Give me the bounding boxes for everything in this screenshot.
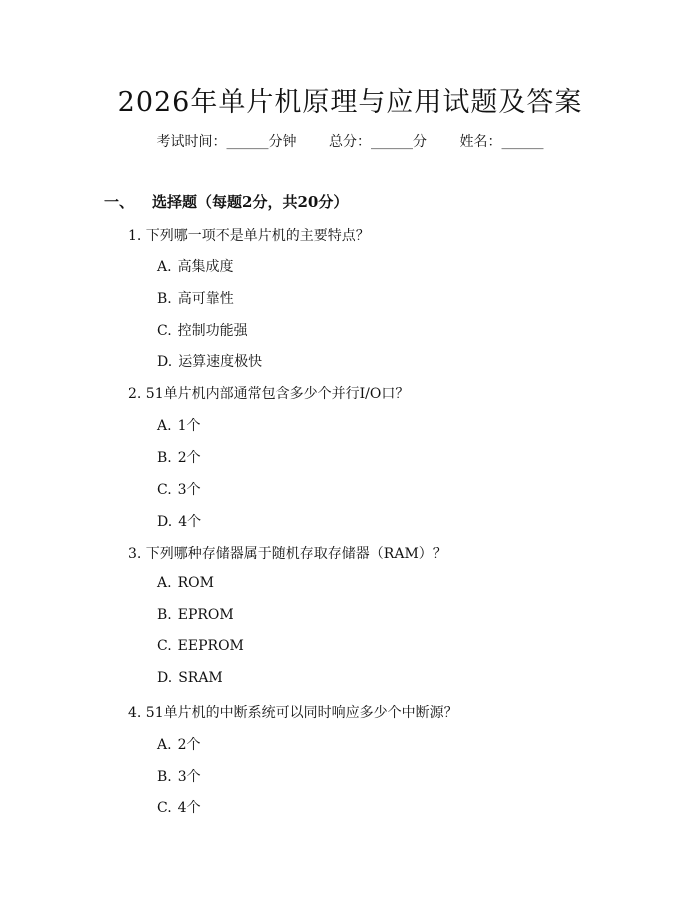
section-heading xyxy=(104,191,348,212)
option-label: A. xyxy=(157,418,172,434)
option-text: 2个 xyxy=(177,450,201,466)
exam-score: 总分：______分 xyxy=(329,134,427,150)
question-3: 3. 下列哪种存储器属于随机存取存储器（RAM）？ xyxy=(128,546,447,562)
option-text: 运算速度极快 xyxy=(178,354,263,370)
question-4-option-a xyxy=(157,734,200,754)
question-1-option-b xyxy=(157,288,234,308)
question-4-option-b xyxy=(157,766,201,786)
option-label: C. xyxy=(157,482,172,498)
exam-time: 考试时间：______分钟 xyxy=(156,134,297,150)
option-label: B. xyxy=(157,607,172,623)
exam-name: 姓名：______ xyxy=(459,134,544,150)
question-2-option-b xyxy=(157,447,201,467)
option-label: B. xyxy=(157,291,172,307)
option-label: C. xyxy=(157,638,172,654)
question-4: 4. 51单片机的中断系统可以同时响应多少个中断源？ xyxy=(128,705,458,721)
option-label: A. xyxy=(157,259,172,275)
question-3-option-d xyxy=(157,670,223,686)
option-text: EEPROM xyxy=(177,638,244,654)
option-label: C. xyxy=(157,800,172,816)
option-text: ROM xyxy=(177,575,214,591)
option-text: 4个 xyxy=(177,800,201,816)
option-text: 高可靠性 xyxy=(177,291,234,307)
question-2-option-a xyxy=(157,415,200,435)
question-1-option-a xyxy=(157,256,234,276)
option-label: C. xyxy=(157,323,172,339)
option-label: B. xyxy=(157,450,172,466)
question-1: 1. 下列哪一项不是单片机的主要特点？ xyxy=(128,228,370,244)
page-title: 2026年单片机原理与应用试题及答案 xyxy=(117,87,583,118)
option-label: B. xyxy=(157,769,172,785)
option-label: D. xyxy=(157,670,173,686)
option-text: SRAM xyxy=(178,670,223,686)
question-3-option-a xyxy=(157,575,214,591)
exam-info xyxy=(0,131,700,151)
option-text: 4个 xyxy=(178,514,202,530)
option-text: 3个 xyxy=(177,769,201,785)
question-1-option-c xyxy=(157,320,248,340)
option-text: 高集成度 xyxy=(177,259,234,275)
section-label: 选择题（每题2分，共20分） xyxy=(152,193,349,211)
option-label: A. xyxy=(157,575,172,591)
section-number: 一、 xyxy=(104,193,135,211)
question-3-option-c xyxy=(157,638,244,654)
question-2-option-c xyxy=(157,479,201,499)
question-2-option-d xyxy=(157,511,201,531)
option-text: 2个 xyxy=(177,737,201,753)
question-3-option-b xyxy=(157,607,234,623)
option-text: 1个 xyxy=(177,418,201,434)
question-1-option-d xyxy=(157,351,262,371)
option-text: 3个 xyxy=(177,482,201,498)
option-label: D. xyxy=(157,514,173,530)
option-label: D. xyxy=(157,354,173,370)
option-text: 控制功能强 xyxy=(177,323,248,339)
option-text: EPROM xyxy=(177,607,234,623)
option-label: A. xyxy=(157,737,172,753)
question-2: 2. 51单片机内部通常包含多少个并行I/O口？ xyxy=(128,386,410,402)
question-4-option-c xyxy=(157,797,201,817)
